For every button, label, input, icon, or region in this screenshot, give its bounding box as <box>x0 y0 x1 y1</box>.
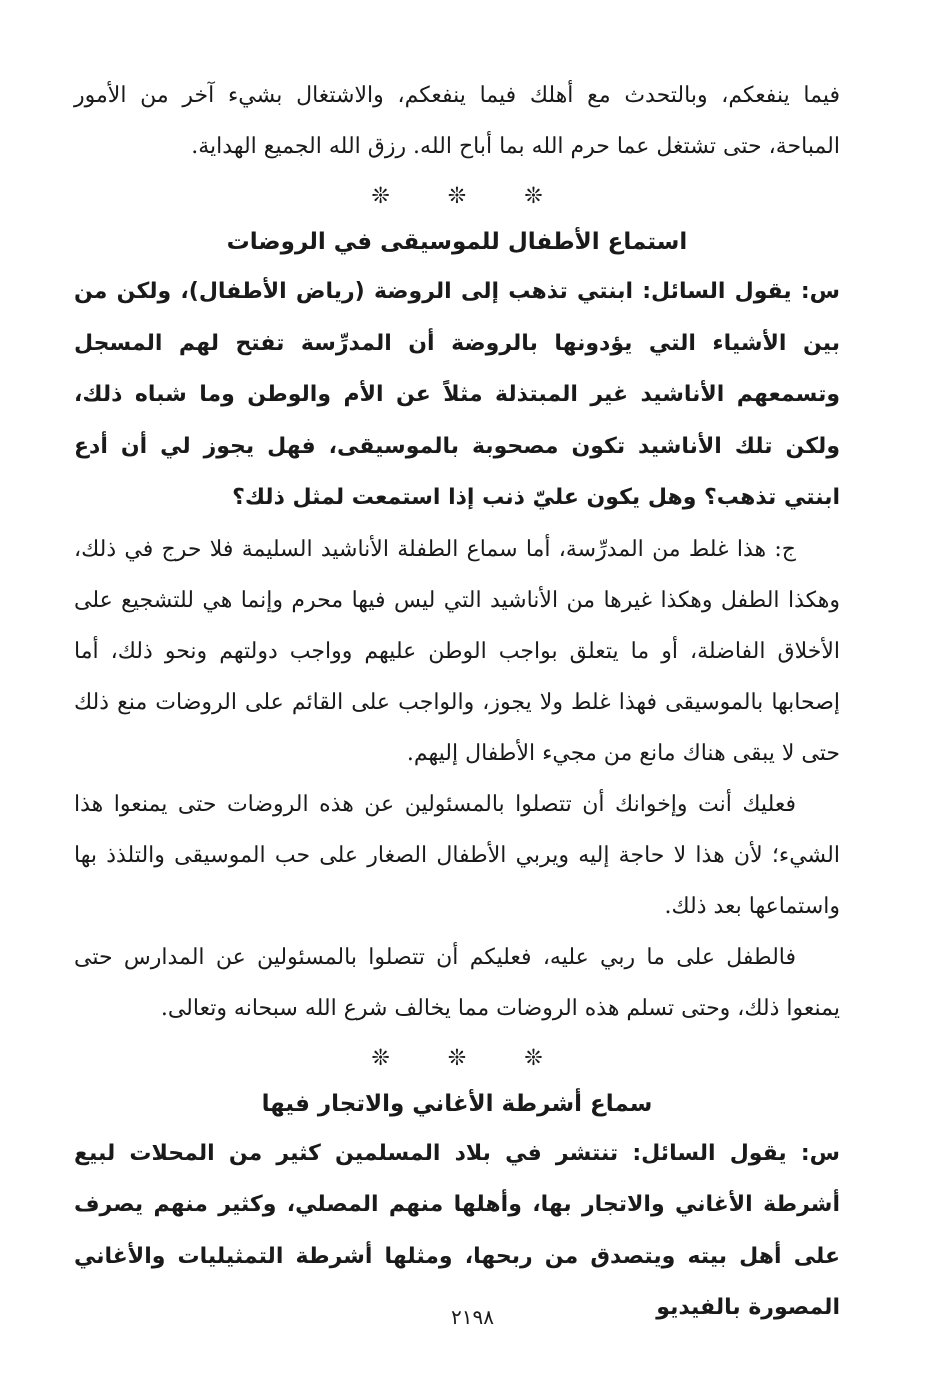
question-paragraph: س: يقول السائل: تنتشر في بلاد المسلمين كثير من المحلات لبيع أشرطة الأغاني والاتجار بها، وأهلها منهم المصلي، وكثير منهم يصرف على أهل بيته ويتصدق من ربحها، ومثلها أشرطة التمثيليات والأغاني المصورة بالفيديو <box>74 1140 840 1320</box>
answer-paragraph: فعليك أنت وإخوانك أن تتصلوا بالمسئولين عن هذه الروضات حتى يمنعوا هذا الشيء؛ لأن هذا لا حاجة إليه ويربي الأطفال الصغار على حب الموسيقى والتلذذ بها واستماعها بعد ذلك. <box>74 791 840 919</box>
separator-star: ❊ <box>447 1045 467 1071</box>
section-title: استماع الأطفال للموسيقى في الروضات <box>226 229 688 255</box>
section-title: سماع أشرطة الأغاني والاتجار فيها <box>261 1090 653 1117</box>
document-page <box>74 70 840 1334</box>
question-paragraph: س: يقول السائل: ابنتي تذهب إلى الروضة (رياض الأطفال)، ولكن من بين الأشياء التي يؤدونها بالروضة أن المدرِّسة تفتح لهم المسجل وتسمعهم الأناشيد غير المبتذلة مثلاً عن الأم والوطن وما شباه ذلك، ولكن تلك الأناشيد تكون مصحوبة بالموسيقى، فهل يجوز لي أن أدع ابنتي تذهب؟ وهل يكون عليّ ذنب إذا استمعت لمثل ذلك؟ <box>74 279 840 510</box>
intro-paragraph: فيما ينفعكم، وبالتحدث مع أهلك فيما ينفعكم، والاشتغال بشيء آخر من الأمور المباحة، حتى تشتغل عما حرم الله بما أباح الله. رزق الله الجميع الهداية. <box>74 83 840 159</box>
section-separator <box>74 176 840 218</box>
page-number: ٢١٩٨ <box>451 1305 494 1329</box>
separator-star: ❊ <box>371 184 390 209</box>
answer-paragraph: ج: هذا غلط من المدرِّسة، أما سماع الطفلة الأناشيد السليمة فلا حرج في ذلك، وهكذا الطفل وهكذا غيرها من الأناشيد التي ليس فيها محرم وإنما هي للتشجيع على الأخلاق الفاضلة، أو ما يتعلق بواجب الوطن عليهم وواجب دولتهم ونحو ذلك، أما إصحابها بالموسيقى فهذا غلط ولا يجوز، والواجب على القائم على الروضات منع ذلك حتى لا يبقى هناك مانع من مجيء الأطفال إليهم. <box>74 536 840 766</box>
separator-star: ❊ <box>524 1045 543 1071</box>
separator-star: ❊ <box>371 1045 390 1071</box>
separator-star: ❊ <box>447 184 467 209</box>
section-separator <box>74 1038 840 1080</box>
separator-star: ❊ <box>524 184 543 209</box>
answer-paragraph: فالطفل على ما ربي عليه، فعليكم أن تتصلوا بالمسئولين عن المدارس حتى يمنعوا ذلك، وحتى تسلم هذه الروضات مما يخالف شرع الله سبحانه وتعالى. <box>74 944 840 1021</box>
